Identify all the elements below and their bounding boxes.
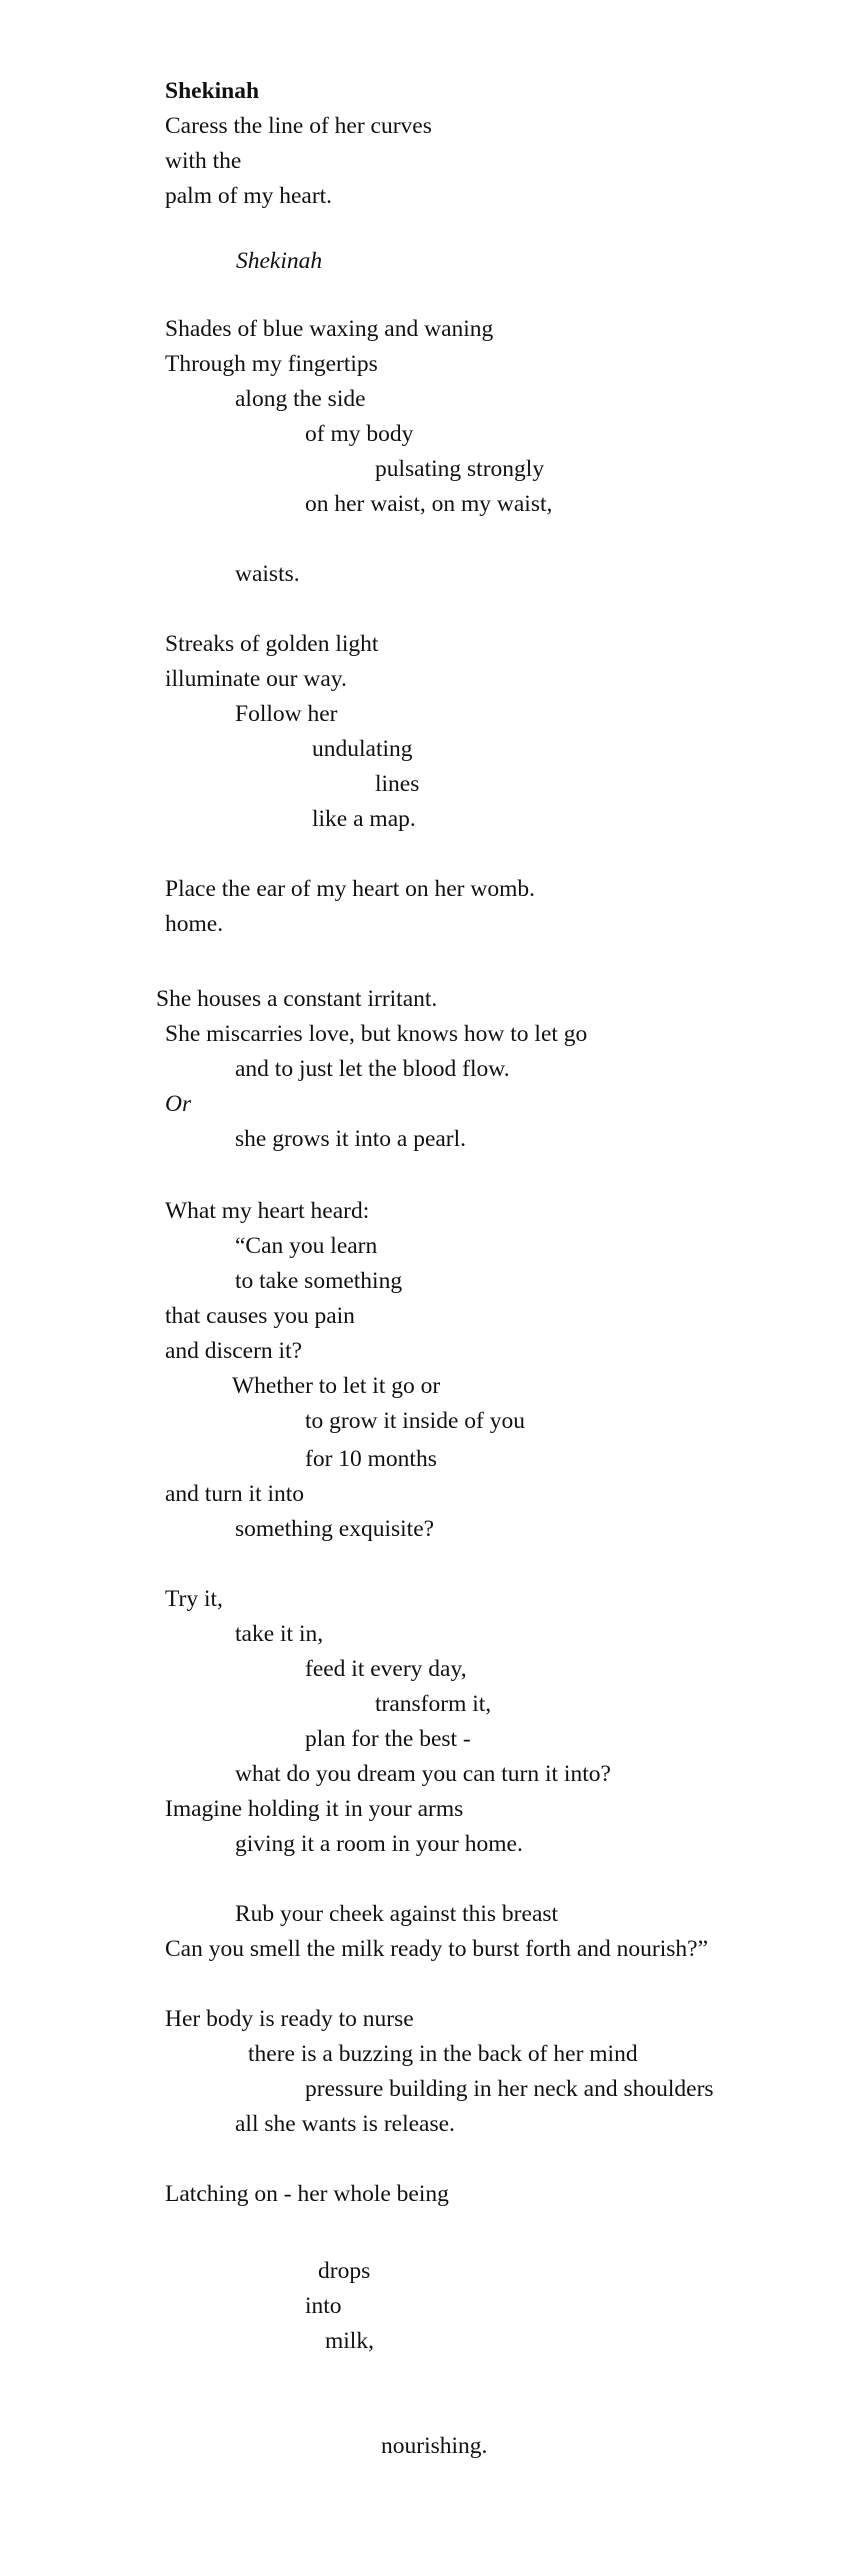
poem-line: all she wants is release. — [235, 2111, 455, 2137]
poem-line: along the side — [235, 386, 366, 412]
poem-line: like a map. — [312, 806, 416, 832]
poem-line: pressure building in her neck and shoulders — [305, 2076, 714, 2102]
poem-line: on her waist, on my waist, — [305, 491, 553, 517]
poem-line: to take something — [235, 1268, 403, 1294]
poem-line: of my body — [305, 421, 414, 447]
poem-line: Rub your cheek against this breast — [235, 1901, 559, 1927]
poem-line: and discern it? — [165, 1338, 303, 1364]
poem-line: milk, — [325, 2328, 374, 2354]
poem-line: she grows it into a pearl. — [235, 1126, 467, 1152]
poem-line: nourishing. — [381, 2433, 488, 2459]
poem-line: and to just let the blood flow. — [235, 1056, 510, 1082]
poem-line: with the — [165, 148, 242, 174]
poem-line: Whether to let it go or — [232, 1373, 441, 1399]
poem-line: transform it, — [375, 1691, 492, 1717]
poem-line: to grow it inside of you — [305, 1408, 525, 1434]
poem-line: Follow her — [235, 701, 338, 727]
poem-line: into — [305, 2293, 342, 2319]
poem-line-italic: Shekinah — [236, 248, 323, 274]
poem-line: and turn it into — [165, 1481, 305, 1507]
poem-line: Try it, — [165, 1586, 223, 1612]
poem-line: Her body is ready to nurse — [165, 2006, 414, 2032]
poem-line: Through my fingertips — [165, 351, 378, 377]
poem-line: Latching on - her whole being — [165, 2181, 449, 2207]
poem-line: She houses a constant irritant. — [156, 986, 438, 1012]
poem-line: something exquisite? — [235, 1516, 435, 1542]
poem-line: palm of my heart. — [165, 183, 333, 209]
poem-line: Imagine holding it in your arms — [165, 1796, 464, 1822]
poem-line: for 10 months — [305, 1446, 437, 1472]
poem-line: giving it a room in your home. — [235, 1831, 523, 1857]
poem-line: Place the ear of my heart on her womb. — [165, 876, 535, 902]
poem-line: feed it every day, — [305, 1656, 467, 1682]
poem-line: home. — [165, 911, 224, 937]
poem-line: What my heart heard: — [165, 1198, 370, 1224]
poem-line: Shades of blue waxing and waning — [165, 316, 494, 342]
poem-line: that causes you pain — [165, 1303, 355, 1329]
poem-line: illuminate our way. — [165, 666, 347, 692]
poem-line-italic: Or — [165, 1091, 192, 1117]
poem-line: Can you smell the milk ready to burst forth and nourish?” — [165, 1936, 709, 1962]
poem-line: lines — [375, 771, 420, 797]
poem-line: what do you dream you can turn it into? — [235, 1761, 611, 1787]
poem-line: Caress the line of her curves — [165, 113, 432, 139]
poem-line: there is a buzzing in the back of her mind — [248, 2041, 638, 2067]
poem-line: waists. — [235, 561, 300, 587]
poem-line: undulating — [312, 736, 413, 762]
poem-line: She miscarries love, but knows how to let go — [165, 1021, 588, 1047]
poem-line: plan for the best - — [305, 1726, 471, 1752]
poem-title: Shekinah — [165, 78, 260, 104]
poem-line: “Can you learn — [235, 1233, 378, 1259]
poem-line: pulsating strongly — [375, 456, 545, 482]
poem-line: Streaks of golden light — [165, 631, 379, 657]
poem-line: take it in, — [235, 1621, 324, 1647]
poem-line: drops — [318, 2258, 371, 2284]
